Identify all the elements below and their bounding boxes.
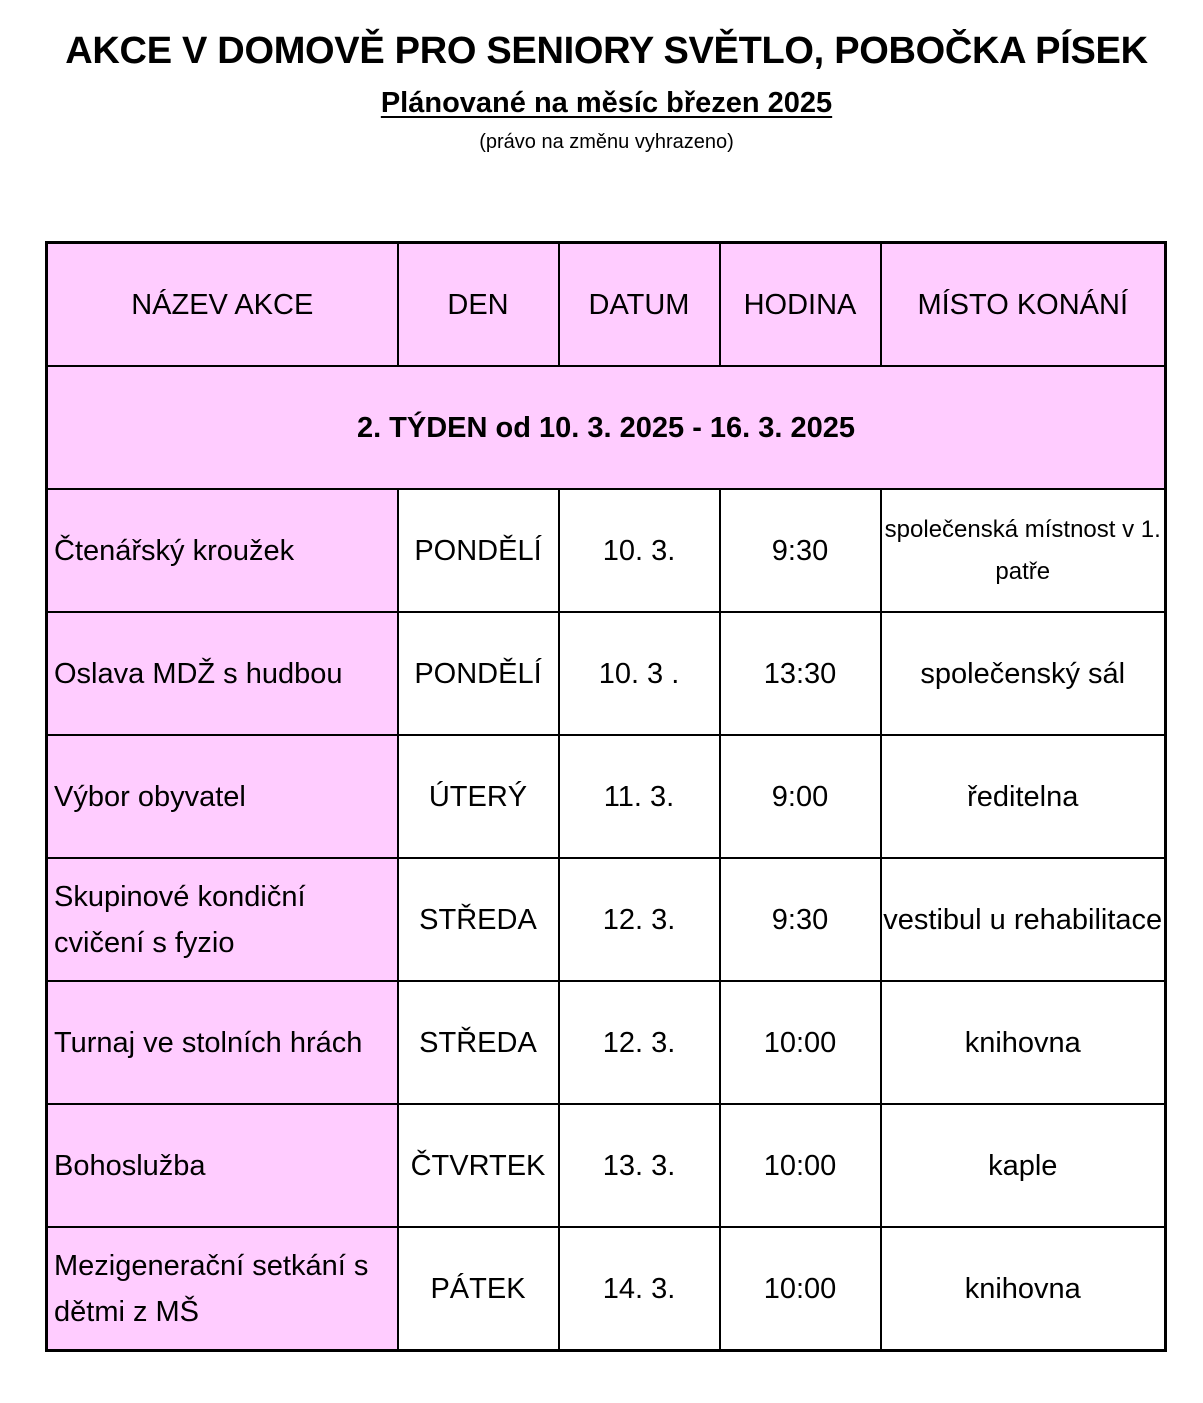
event-date: 11. 3. <box>559 735 720 858</box>
event-date: 10. 3 . <box>559 612 720 735</box>
page-title: AKCE V DOMOVĚ PRO SENIORY SVĚTLO, POBOČKA PÍSEK <box>65 30 1148 72</box>
event-time: 13:30 <box>720 612 881 735</box>
column-header-name: NÁZEV AKCE <box>47 243 398 367</box>
event-place: ředitelna <box>881 735 1166 858</box>
event-date: 14. 3. <box>559 1227 720 1351</box>
event-time: 10:00 <box>720 1104 881 1227</box>
change-note: (právo na změnu vyhrazeno) <box>479 131 734 153</box>
event-place: kaple <box>881 1104 1166 1227</box>
column-header-place: MÍSTO KONÁNÍ <box>881 243 1166 367</box>
event-date: 13. 3. <box>559 1104 720 1227</box>
event-day: PÁTEK <box>398 1227 559 1351</box>
event-name: Mezigenerační setkání s dětmi z MŠ <box>47 1227 398 1351</box>
event-day: PONDĚLÍ <box>398 612 559 735</box>
page-subtitle <box>0 84 1203 122</box>
event-time: 9:30 <box>720 858 881 981</box>
event-name: Oslava MDŽ s hudbou <box>47 612 398 735</box>
event-day: ČTVRTEK <box>398 1104 559 1227</box>
event-time: 10:00 <box>720 1227 881 1351</box>
event-day: PONDĚLÍ <box>398 489 559 612</box>
event-name: Bohoslužba <box>47 1104 398 1227</box>
column-header-date: DATUM <box>559 243 720 367</box>
table-row <box>47 1104 1166 1227</box>
events-table <box>45 241 1167 1352</box>
event-name: Výbor obyvatel <box>47 735 398 858</box>
column-header-day: DEN <box>398 243 559 367</box>
event-day: ÚTERÝ <box>398 735 559 858</box>
table-row <box>47 981 1166 1104</box>
table-row <box>47 489 1166 612</box>
event-time: 9:30 <box>720 489 881 612</box>
event-time: 10:00 <box>720 981 881 1104</box>
column-header-time: HODINA <box>720 243 881 367</box>
event-day: STŘEDA <box>398 981 559 1104</box>
event-place: společenský sál <box>881 612 1166 735</box>
event-name: Čtenářský kroužek <box>47 489 398 612</box>
event-name: Turnaj ve stolních hrách <box>47 981 398 1104</box>
event-name: Skupinové kondiční cvičení s fyzio <box>47 858 398 981</box>
week-label: 2. TÝDEN od 10. 3. 2025 - 16. 3. 2025 <box>47 366 1166 489</box>
table-row <box>47 1227 1166 1351</box>
event-time: 9:00 <box>720 735 881 858</box>
subtitle-text: Plánované na měsíc březen 2025 <box>380 87 833 119</box>
table-row <box>47 612 1166 735</box>
table-header-row <box>47 243 1166 367</box>
event-date: 12. 3. <box>559 858 720 981</box>
event-place: knihovna <box>881 1227 1166 1351</box>
event-date: 10. 3. <box>559 489 720 612</box>
week-row <box>47 366 1166 489</box>
event-place: společenská místnost v 1. patře <box>881 489 1166 612</box>
table-row <box>47 735 1166 858</box>
event-date: 12. 3. <box>559 981 720 1104</box>
event-place: knihovna <box>881 981 1166 1104</box>
event-place: vestibul u rehabilitace <box>881 858 1166 981</box>
event-day: STŘEDA <box>398 858 559 981</box>
table-row <box>47 858 1166 981</box>
